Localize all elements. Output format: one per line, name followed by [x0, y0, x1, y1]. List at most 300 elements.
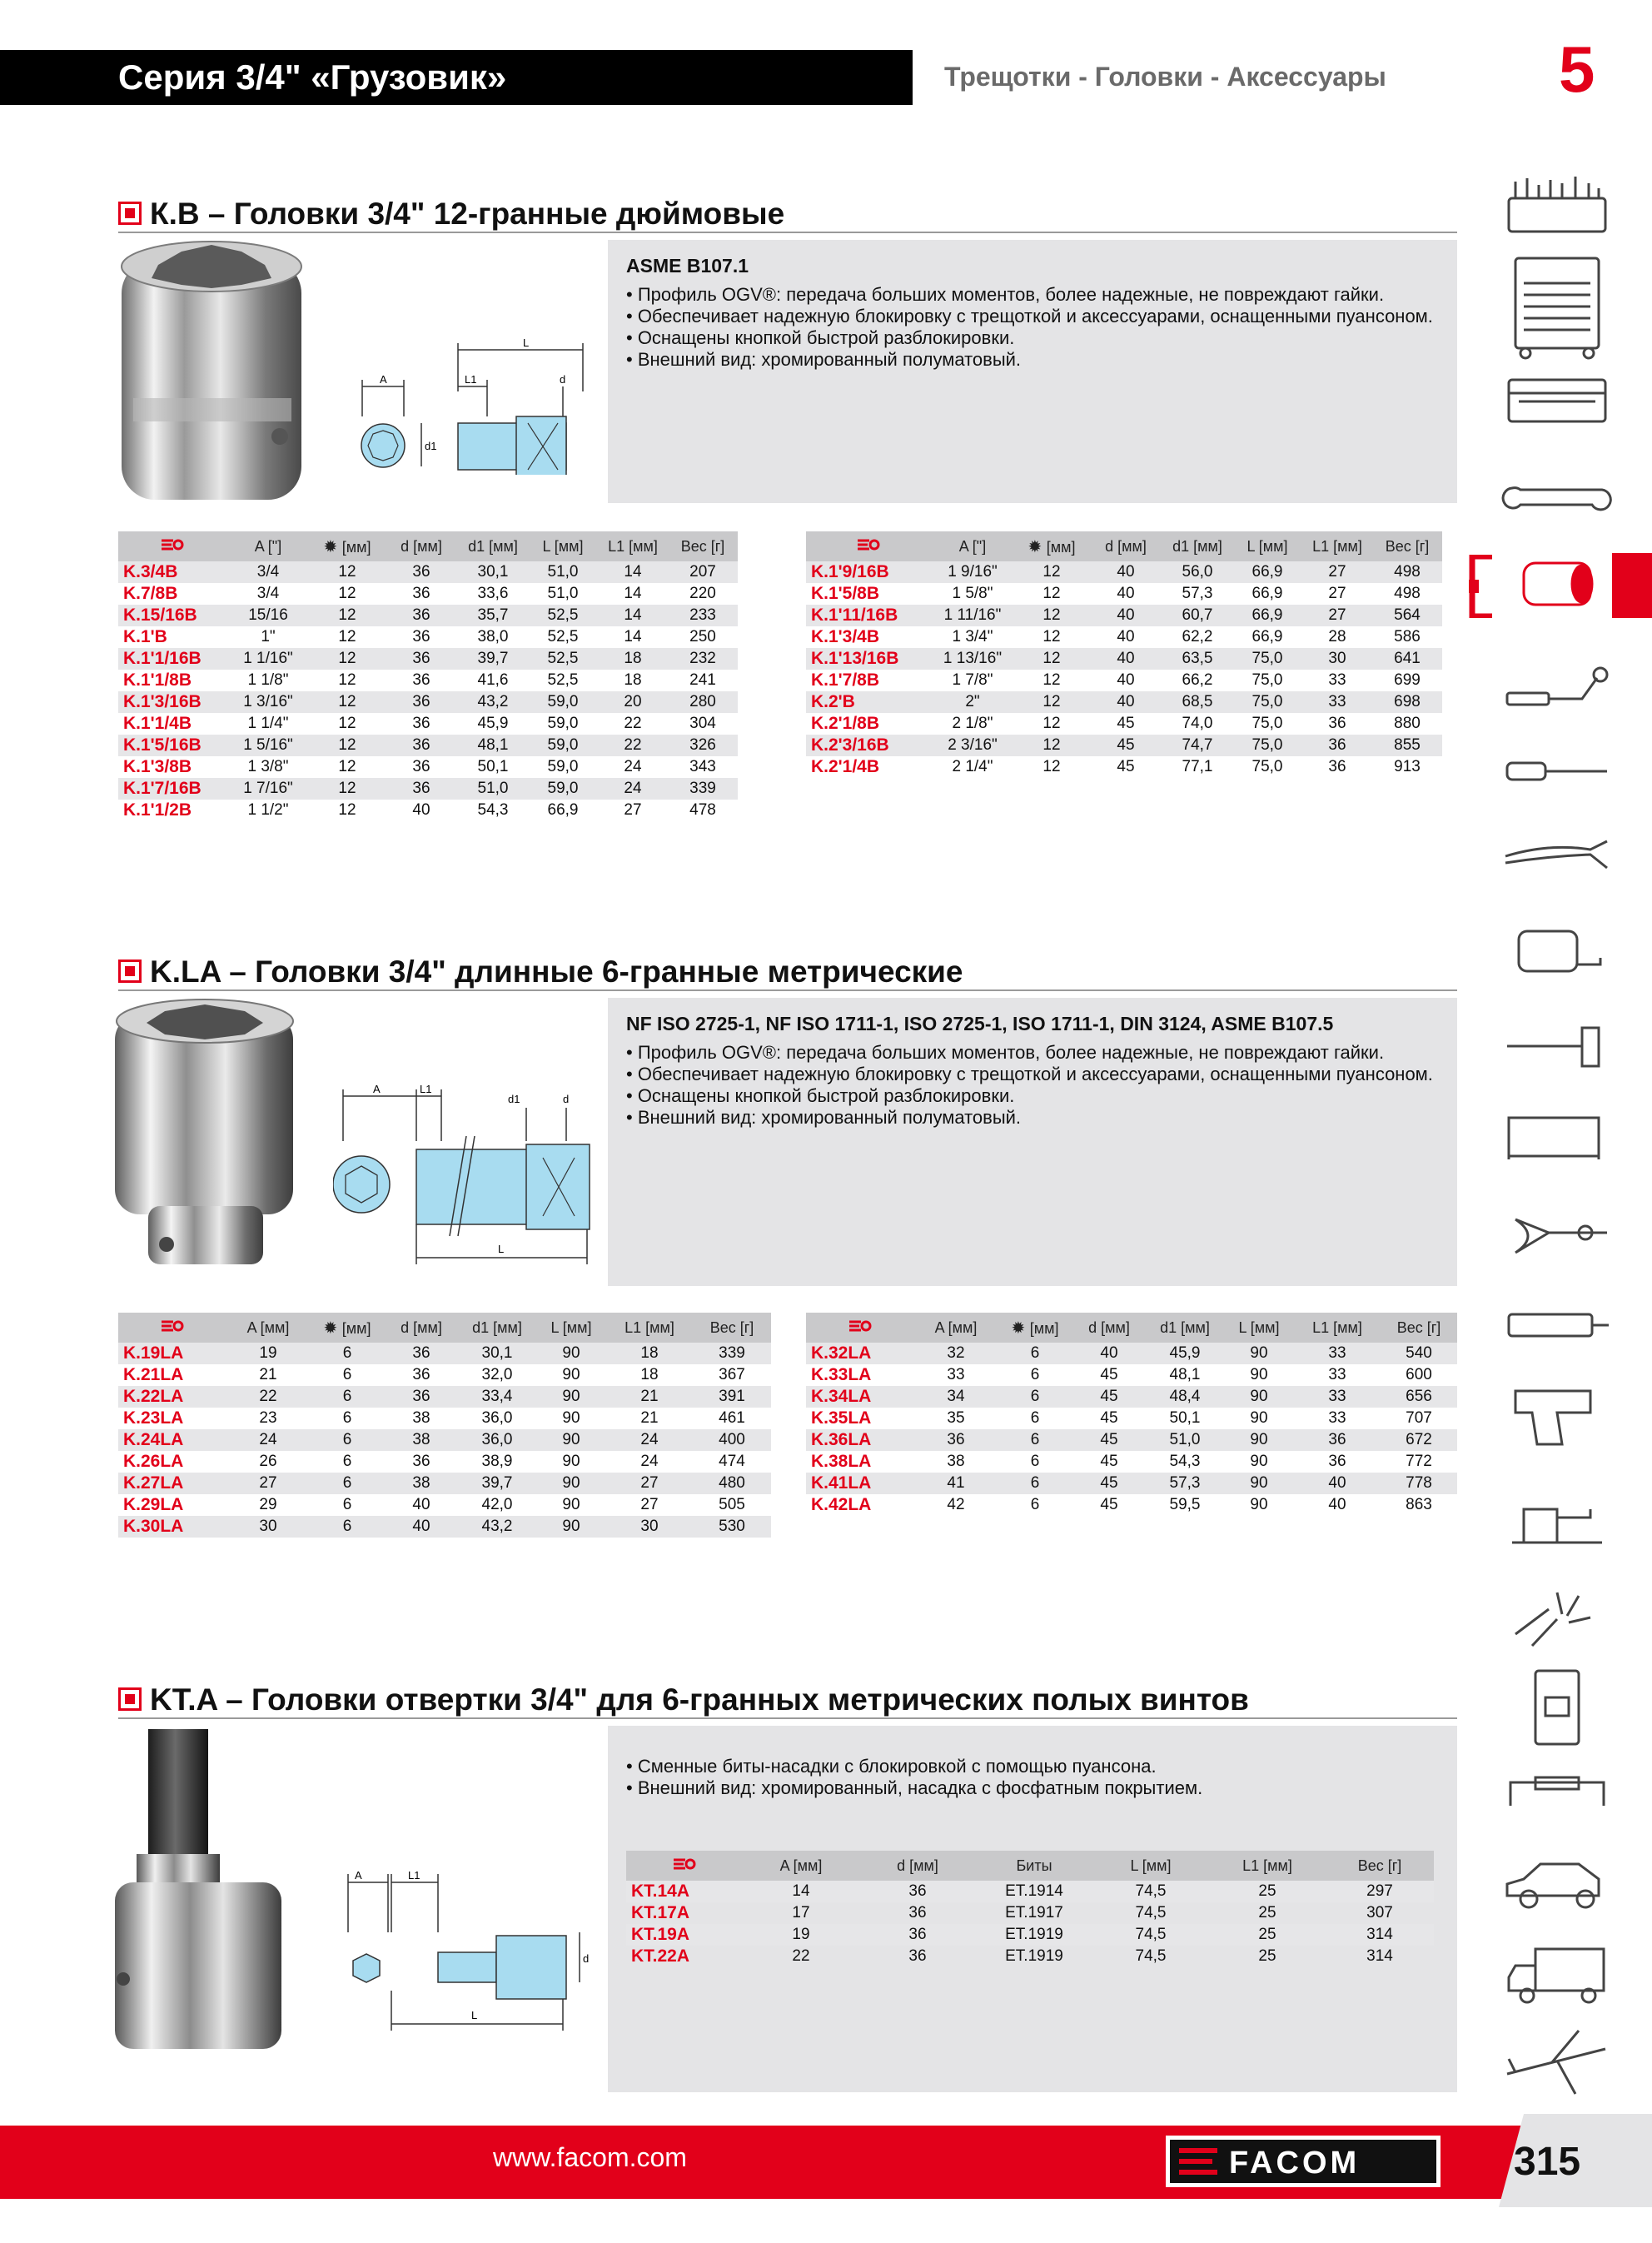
table-cell: 12	[310, 561, 385, 583]
product-reference[interactable]: K.1'1/2B	[123, 800, 192, 820]
table-cell: ET.1919	[976, 1924, 1092, 1946]
product-reference[interactable]: K.1'5/8B	[811, 584, 880, 603]
airplane-icon[interactable]	[1499, 2024, 1615, 2099]
electrical-icon[interactable]	[1499, 1666, 1615, 1749]
table-cell: 42,0	[481, 1496, 513, 1513]
table-cell: 22	[226, 1386, 310, 1408]
table-cell: 66,9	[1251, 628, 1283, 645]
table-row	[806, 583, 1457, 605]
table-row	[118, 605, 771, 626]
table-cell: 90	[1224, 1473, 1294, 1494]
table-cell: 326	[668, 735, 738, 756]
table-cell: 564	[1372, 605, 1442, 626]
table-cell: 52,5	[547, 671, 579, 689]
table-cell: 6	[310, 1473, 385, 1494]
footer-url[interactable]: www.facom.com	[493, 2142, 687, 2172]
section-title-kta-text: KT.A – Головки отвертки 3/4" для 6-гранных метрических полых винтов	[150, 1682, 1249, 1717]
product-reference[interactable]: K.2'B	[806, 691, 931, 713]
table-cell: 307	[1366, 1904, 1393, 1922]
dim-label-L: L	[471, 2009, 478, 2021]
product-reference[interactable]: K.19LA	[118, 1343, 226, 1364]
product-reference[interactable]: KT.22A	[631, 1946, 690, 1966]
product-reference[interactable]: K.2'1/4B	[811, 757, 880, 776]
table-cell: 36	[1328, 1453, 1346, 1470]
table-cell: 19	[743, 1924, 859, 1946]
table-cell: 6	[310, 1343, 385, 1364]
kb-info-panel	[608, 240, 1457, 503]
handle-icon[interactable]	[1499, 1772, 1615, 1814]
table-cell: 33,6	[477, 585, 509, 602]
table-cell: 461	[719, 1409, 745, 1427]
table-cell: 1"	[261, 628, 276, 645]
table-cell: 707	[1406, 1409, 1432, 1427]
table-cell: 1 7/8"	[952, 671, 993, 689]
column-header: d1 [мм]	[1146, 1313, 1224, 1343]
puller-icon[interactable]	[1499, 1203, 1615, 1261]
kla-feature-list	[626, 1042, 1439, 1129]
table-cell: 20	[598, 691, 668, 713]
table-cell: 48,1	[1169, 1366, 1201, 1383]
kta-table	[626, 1851, 1434, 1967]
table-cell: 1 1/16"	[226, 648, 310, 670]
table-cell: 36	[385, 648, 458, 670]
column-header: d [мм]	[1089, 531, 1162, 561]
kb-table-left	[118, 531, 771, 821]
table-row	[626, 1902, 1434, 1924]
table-cell: 18	[640, 1366, 659, 1383]
table-cell: 51,0	[458, 778, 528, 800]
product-reference[interactable]: K.27LA	[118, 1473, 226, 1494]
table-cell: 12	[1042, 628, 1061, 645]
table-cell: 90	[1224, 1429, 1294, 1451]
table-cell: 54,3	[477, 801, 509, 819]
table-cell: 59,0	[547, 758, 579, 775]
dim-label-d: d	[560, 373, 566, 386]
table-cell: 6	[1030, 1409, 1040, 1427]
table-cell: 24	[606, 1429, 693, 1451]
table-cell: 77,1	[1182, 758, 1213, 775]
product-reference[interactable]: K.1'1/4B	[123, 714, 192, 733]
column-header: L1 [мм]	[598, 531, 668, 561]
table-row	[118, 1386, 771, 1408]
table-cell: 12	[338, 758, 356, 775]
dim-label-L1: L1	[408, 1869, 420, 1882]
table-cell: 6	[1030, 1453, 1040, 1470]
table-cell: 34	[914, 1386, 998, 1408]
section-title-kb-text: К.В – Головки 3/4" 12-гранные дюймовые	[150, 197, 785, 231]
column-header: L [мм]	[1092, 1851, 1209, 1881]
reference-column-icon	[118, 1313, 226, 1343]
product-reference[interactable]: KT.19A	[626, 1924, 743, 1946]
table-cell: 40	[1089, 691, 1162, 713]
table-row	[118, 1494, 771, 1516]
table-cell: 30	[226, 1516, 310, 1538]
table-cell: 1 11/16"	[931, 605, 1014, 626]
product-reference[interactable]: K.2'1/8B	[811, 714, 880, 733]
table-cell: 18	[598, 648, 668, 670]
table-row	[118, 713, 771, 735]
table-row	[806, 1364, 1457, 1386]
tool-box-icon[interactable]	[1499, 371, 1615, 426]
table-cell: 250	[689, 628, 716, 645]
table-row	[806, 1343, 1457, 1364]
table-cell: 27	[606, 1473, 693, 1494]
table-cell: 41	[914, 1473, 998, 1494]
table-cell: 12	[1014, 648, 1089, 670]
table-cell: 27	[1302, 561, 1372, 583]
product-reference[interactable]: K.1'B	[123, 627, 167, 646]
column-header: Вес [г]	[668, 531, 738, 561]
table-row	[806, 626, 1457, 648]
table-cell: 14	[624, 628, 642, 645]
table-row	[118, 691, 771, 713]
table-cell: 1 3/4"	[952, 628, 993, 645]
product-reference[interactable]: KT.14A	[626, 1881, 743, 1902]
table-cell: 12	[1042, 671, 1061, 689]
table-cell: 51,0	[528, 561, 598, 583]
table-cell: 36	[412, 671, 430, 689]
product-reference[interactable]: K.24LA	[118, 1429, 226, 1451]
table-cell: 1 3/16"	[226, 691, 310, 713]
column-header: Вес [г]	[693, 1313, 771, 1343]
table-cell: 41,6	[477, 671, 509, 689]
table-cell: 52,5	[528, 605, 598, 626]
table-cell: 25	[1209, 1924, 1326, 1946]
product-reference[interactable]: K.22LA	[118, 1386, 226, 1408]
table-row	[118, 648, 771, 670]
product-reference[interactable]: K.21LA	[123, 1365, 184, 1384]
table-cell: 27	[1302, 605, 1372, 626]
ratchet-icon[interactable]	[1499, 666, 1615, 716]
table-cell: 45	[1089, 735, 1162, 756]
tape-measure-icon[interactable]	[1499, 926, 1615, 976]
points-count-icon: ✹	[323, 537, 342, 556]
table-cell: 39,7	[458, 1473, 536, 1494]
facom-logo-text: FACOM	[1229, 2146, 1361, 2181]
table-cell: 367	[719, 1366, 745, 1383]
table-cell: 6	[310, 1429, 385, 1451]
table-cell: 32	[914, 1343, 998, 1364]
column-header: Вес [г]	[1372, 531, 1442, 561]
kta-dimension-diagram	[330, 1866, 605, 2032]
wrench-icon[interactable]	[1499, 476, 1615, 518]
product-reference[interactable]: K.23LA	[123, 1408, 184, 1428]
table-cell: 36	[908, 1904, 927, 1922]
table-cell: 59,0	[528, 691, 598, 713]
table-cell: 33	[1302, 691, 1372, 713]
table-cell: 42	[947, 1496, 965, 1513]
table-cell: 40	[1328, 1496, 1346, 1513]
table-cell: 90	[1250, 1453, 1268, 1470]
column-header: L [мм]	[536, 1313, 606, 1343]
dim-label-L1: L1	[465, 373, 477, 386]
table-cell: 75,0	[1251, 758, 1283, 775]
product-reference[interactable]: K.41LA	[806, 1473, 914, 1494]
dim-label-d: d	[583, 1952, 590, 1965]
table-cell: 90	[536, 1343, 606, 1364]
kla-feature-item: • Внешний вид: хромированный полуматовый.	[626, 1107, 1022, 1128]
header-subtitle: Трещотки - Головки - Аксессуары	[944, 62, 1386, 92]
table-cell: 68,5	[1162, 691, 1232, 713]
table-row	[626, 1946, 1434, 1967]
column-header: ✹ [мм]	[310, 531, 385, 561]
table-cell: 698	[1372, 691, 1442, 713]
kb-feature-item: • Внешний вид: хромированный полуматовый.	[626, 349, 1022, 370]
table-cell: 207	[668, 561, 738, 583]
table-cell: 52,5	[528, 648, 598, 670]
table-cell: 29	[259, 1496, 277, 1513]
product-reference[interactable]: K.34LA	[806, 1386, 914, 1408]
table-cell: 391	[693, 1386, 771, 1408]
table-cell: 12	[1042, 758, 1061, 775]
product-reference[interactable]: K.1'1/16B	[118, 648, 226, 670]
table-cell: 66,9	[1251, 585, 1283, 602]
product-reference[interactable]: K.1'13/16B	[806, 648, 931, 670]
table-cell: 6	[998, 1473, 1072, 1494]
product-reference[interactable]: K.7/8B	[123, 584, 178, 603]
table-cell: 6	[998, 1386, 1072, 1408]
product-reference[interactable]: K.1'3/16B	[118, 691, 226, 713]
table-cell: 2 1/4"	[952, 758, 993, 775]
table-cell: 40	[1089, 605, 1162, 626]
dim-label-A: A	[373, 1083, 381, 1095]
table-cell: 3/4	[226, 561, 310, 583]
table-cell: 36	[1328, 715, 1346, 732]
table-cell: 233	[668, 605, 738, 626]
table-cell: 6	[1030, 1366, 1040, 1383]
product-reference[interactable]: K.42LA	[811, 1495, 872, 1514]
reference-column-icon	[118, 531, 226, 561]
kta-feature-item: • Сменные биты-насадки с блокировкой с помощью пуансона.	[626, 1756, 1157, 1777]
product-reference[interactable]: K.1'3/8B	[123, 757, 192, 776]
table-cell: 36	[859, 1881, 976, 1902]
product-reference[interactable]: K.15/16B	[118, 605, 226, 626]
table-cell: 36	[385, 605, 458, 626]
table-cell: 38	[385, 1473, 458, 1494]
table-cell: 6	[1030, 1496, 1040, 1513]
table-cell: 59,0	[528, 778, 598, 800]
kla-dimension-diagram	[333, 1083, 600, 1266]
product-reference[interactable]: K.35LA	[811, 1408, 872, 1428]
table-cell: 36	[1328, 758, 1346, 775]
dim-label-d: d	[563, 1093, 570, 1105]
table-cell: 12	[310, 735, 385, 756]
table-cell: 6	[342, 1366, 352, 1383]
points-count-icon: ✹	[323, 1318, 342, 1338]
table-row	[806, 670, 1457, 691]
column-header: Биты	[976, 1851, 1092, 1881]
product-reference[interactable]: K.1'11/16B	[806, 605, 931, 626]
table-cell: 36	[412, 585, 430, 602]
table-row	[118, 1408, 771, 1429]
table-cell: 12	[310, 691, 385, 713]
table-cell: 33	[1328, 1366, 1346, 1383]
table-cell: 33	[1328, 671, 1346, 689]
table-cell: 6	[342, 1496, 352, 1513]
table-cell: 339	[693, 1343, 771, 1364]
table-cell: 478	[689, 801, 716, 819]
table-cell: 12	[1014, 691, 1089, 713]
table-cell: 12	[310, 648, 385, 670]
table-cell: 36	[859, 1924, 976, 1946]
product-reference[interactable]: K.1'5/16B	[118, 735, 226, 756]
column-header: Вес [г]	[1381, 1313, 1457, 1343]
table-cell: 21	[259, 1366, 277, 1383]
kb-standard: ASME B107.1	[626, 255, 749, 277]
table-cell: 25	[1209, 1881, 1326, 1902]
dim-label-A: A	[380, 373, 387, 386]
screwdriver-icon[interactable]	[1499, 755, 1615, 788]
table-cell: 3/4	[256, 585, 280, 602]
table-cell: 36	[385, 561, 458, 583]
table-cell: 45	[1100, 1409, 1118, 1427]
table-cell: 90	[562, 1453, 580, 1470]
hacksaw-icon[interactable]	[1499, 1109, 1615, 1168]
table-cell: 51,0	[547, 585, 579, 602]
product-reference[interactable]: K.30LA	[118, 1516, 226, 1538]
table-cell: 40	[1089, 561, 1162, 583]
table-cell: 36	[412, 1366, 430, 1383]
table-cell: 74,5	[1092, 1924, 1209, 1946]
table-cell: 480	[693, 1473, 771, 1494]
table-cell: 74,0	[1182, 715, 1213, 732]
table-row	[118, 670, 771, 691]
table-cell: 45	[1100, 1453, 1118, 1470]
product-reference[interactable]: K.32LA	[806, 1343, 914, 1364]
table-cell: 12	[310, 605, 385, 626]
table-cell: 33	[1294, 1386, 1381, 1408]
kb-feature-item: • Обеспечивает надежную блокировку с трещоткой и аксессуарами, оснащенными пуансоном.	[626, 306, 1433, 326]
column-header: A ["]	[931, 531, 1014, 561]
safety-icon[interactable]	[1499, 1576, 1615, 1651]
socket-12pt-photo	[117, 240, 308, 508]
table-cell: 1 5/16"	[226, 735, 310, 756]
table-cell: 51,0	[1146, 1429, 1224, 1451]
product-reference[interactable]: K.29LA	[123, 1495, 184, 1514]
table-cell: 863	[1406, 1496, 1432, 1513]
table-cell: 586	[1394, 628, 1421, 645]
truck-icon[interactable]	[1499, 1941, 1615, 2007]
table-cell: 600	[1406, 1366, 1432, 1383]
product-reference[interactable]: K.36LA	[806, 1429, 914, 1451]
table-cell: 36	[385, 1343, 458, 1364]
product-reference[interactable]: K.1'3/4B	[811, 627, 880, 646]
product-reference[interactable]: K.1'1/8B	[123, 670, 192, 690]
product-reference[interactable]: K.2'3/16B	[806, 735, 931, 756]
product-reference[interactable]: K.38LA	[811, 1452, 872, 1471]
product-reference[interactable]: K.1'9/16B	[806, 561, 931, 583]
product-reference[interactable]: K.3/4B	[118, 561, 226, 583]
table-cell: 6	[310, 1386, 385, 1408]
table-row	[118, 1429, 771, 1451]
table-cell: 30,1	[458, 561, 528, 583]
section-marker-icon	[118, 1687, 142, 1711]
impact-wrench-icon[interactable]	[1499, 1374, 1615, 1449]
page-number: 315	[1514, 2140, 1581, 2184]
vise-icon[interactable]	[1499, 1484, 1615, 1551]
product-reference[interactable]: K.33LA	[811, 1365, 872, 1384]
table-cell: 75,0	[1232, 735, 1302, 756]
roller-cabinet-icon[interactable]	[1499, 253, 1615, 361]
table-cell: 74,5	[1092, 1881, 1209, 1902]
table-cell: 18	[606, 1343, 693, 1364]
table-cell: 48,1	[458, 735, 528, 756]
table-cell: 43,2	[458, 1516, 536, 1538]
table-cell: 14	[743, 1881, 859, 1902]
table-cell: 35	[947, 1409, 965, 1427]
table-cell: 339	[668, 778, 738, 800]
table-cell: 38	[947, 1453, 965, 1470]
table-row	[118, 1364, 771, 1386]
section-title-kta	[118, 1682, 1249, 1717]
product-reference[interactable]: KT.17A	[631, 1903, 690, 1922]
socket-icon[interactable]	[1499, 555, 1615, 613]
table-cell: 6	[342, 1453, 352, 1470]
table-cell: 38	[385, 1429, 458, 1451]
tool-chest-icon[interactable]	[1499, 173, 1615, 240]
table-row	[806, 1429, 1457, 1451]
table-cell: 22	[598, 735, 668, 756]
table-row	[806, 561, 1457, 583]
table-cell: 38,9	[481, 1453, 513, 1470]
table-cell: ET.1919	[1005, 1947, 1063, 1965]
hammer-icon[interactable]	[1499, 1021, 1615, 1071]
column-header: A [мм]	[743, 1851, 859, 1881]
table-cell: 12	[338, 715, 356, 732]
table-cell: 505	[719, 1496, 745, 1513]
table-cell: 474	[719, 1453, 745, 1470]
table-cell: 45	[1072, 1386, 1146, 1408]
table-cell: 74,5	[1135, 1947, 1167, 1965]
table-cell: 12	[1014, 605, 1089, 626]
table-cell: 30	[1302, 648, 1372, 670]
pliers-icon[interactable]	[1499, 835, 1615, 876]
table-cell: 17	[792, 1904, 810, 1922]
product-reference[interactable]: K.26LA	[123, 1452, 184, 1471]
table-cell: 45	[1117, 758, 1135, 775]
table-cell: 57,3	[1146, 1473, 1224, 1494]
table-row	[806, 1473, 1457, 1494]
kta-feature-item: • Внешний вид: хромированный, насадка с фосфатным покрытием.	[626, 1777, 1203, 1798]
current-section-marker	[1469, 555, 1495, 618]
table-cell: 1 9/16"	[931, 561, 1014, 583]
column-header: L [мм]	[1232, 531, 1302, 561]
series-title: Серия 3/4" «Грузовик»	[0, 50, 913, 105]
column-header: L [мм]	[528, 531, 598, 561]
car-icon[interactable]	[1499, 1854, 1615, 1912]
product-reference[interactable]: K.1'7/8B	[811, 670, 880, 690]
table-cell: 74,7	[1162, 735, 1232, 756]
table-cell: 50,1	[1169, 1409, 1201, 1427]
table-cell: 75,0	[1251, 715, 1283, 732]
dim-label-L: L	[498, 1243, 505, 1255]
product-reference[interactable]: K.1'7/16B	[118, 778, 226, 800]
table-cell: 50,1	[477, 758, 509, 775]
table-cell: 2"	[931, 691, 1014, 713]
kla-standard: NF ISO 2725-1, NF ISO 1711-1, ISO 2725-1, ISO 1711-1, DIN 3124, ASME B107.5	[626, 1013, 1334, 1034]
kb-dimension-diagram	[350, 333, 600, 475]
table-cell: 12	[310, 778, 385, 800]
column-header: L [мм]	[1224, 1313, 1294, 1343]
table-cell: 24	[226, 1429, 310, 1451]
table-cell: 30	[606, 1516, 693, 1538]
kla-table-right	[806, 1313, 1457, 1516]
section-marker-icon	[118, 960, 142, 983]
table-row	[806, 713, 1457, 735]
table-cell: 40	[1117, 628, 1135, 645]
table-row	[626, 1924, 1434, 1946]
tester-icon[interactable]	[1499, 1304, 1615, 1346]
